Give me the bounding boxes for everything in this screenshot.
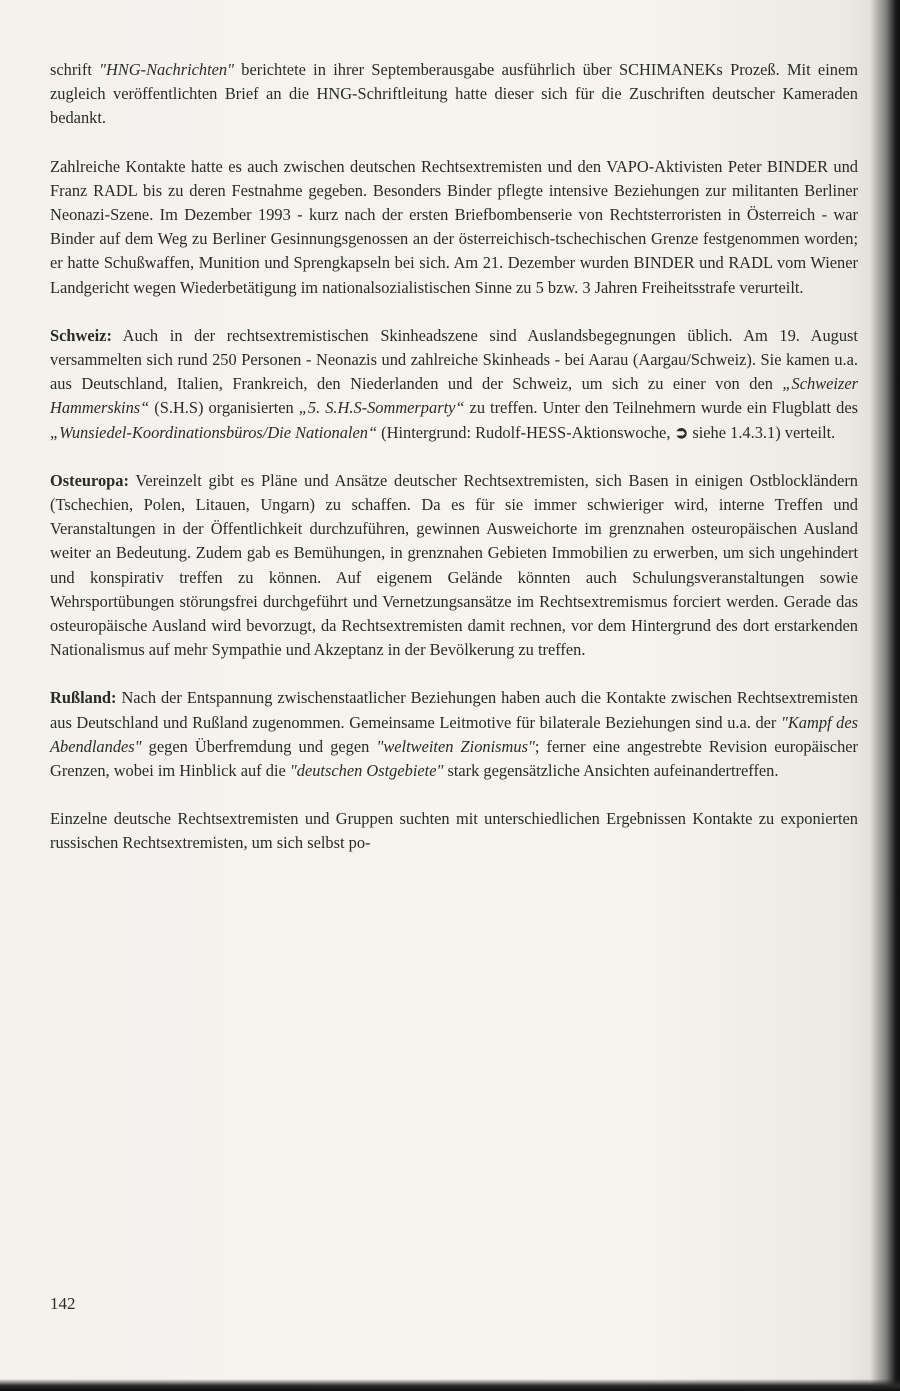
text-span: berichtete in ihrer Septemberausgabe ausführlich über SCHIMANEKs Prozeß. Mit einem zugleich veröffentlichten Brief an die HNG-Schriftleitung hatte dieser sich für die Zuschriften deutscher Kameraden bedankt.: [50, 60, 858, 128]
text-span: zu treffen. Unter den Teilnehmern wurde ein Flugblatt des: [464, 398, 858, 418]
text-span: siehe 1.4.3.1) verteilt.: [688, 422, 836, 442]
section-lead-schweiz: Schweiz:: [50, 325, 112, 345]
italic-title: "HNG-Nachrichten": [99, 60, 235, 79]
section-lead-osteuropa: Osteuropa:: [50, 470, 129, 490]
paragraph-russland: [50, 686, 858, 783]
text-span: Nach der Entspannung zwischenstaatlicher Beziehungen haben auch die Kontakte zwischen Rechtsextremisten aus Deutschland und Rußland zugenommen. Gemeinsame Leitmotive für bilaterale Beziehungen sind u.a. der: [50, 688, 858, 732]
paragraph-einzelne: Einzelne deutsche Rechtsextremisten und Gruppen suchten mit unterschiedlichen Ergebnissen Kontakte zu exponierten russischen Rechtsextremisten, um sich selbst po-: [50, 809, 858, 853]
text-span: (Hintergrund: Rudolf-HESS-Aktionswoche,: [377, 422, 675, 442]
text-span: stark gegensätzliche Ansichten aufeinandertreffen.: [443, 761, 779, 781]
paragraph-vapo: Zahlreiche Kontakte hatte es auch zwischen deutschen Rechtsextremisten und den VAPO-Aktivisten Peter BINDER und Franz RADL bis zu deren Festnahme gegeben. Besonders Binder pflegte intensive Beziehungen zur militanten Berliner Neonazi-Szene. Im Dezember 1993 - kurz nach der ersten Briefbombenserie von Rechtsterroristen in Österreich - war Binder auf dem Weg zu Berliner Gesinnungsgenossen an der österreichisch-tschechischen Grenze festgenommen worden; er hatte Schußwaffen, Munition und Sprengkapseln bei sich. Am 21. Dezember wurden BINDER und RADL vom Wiener Landgericht wegen Wiederbetätigung im nationalsozialistischen Sinne zu 5 bzw. 3 Jahren Freiheitsstrafe verurteilt.: [50, 156, 858, 297]
bottom-edge-shadow: [0, 1379, 900, 1391]
section-lead-russland: Rußland:: [50, 688, 117, 708]
text-span: gegen Überfremdung und gegen: [141, 736, 377, 756]
text-span: schrift: [50, 60, 100, 79]
arrow-icon: ➲: [674, 422, 689, 442]
text-span: Vereinzelt gibt es Pläne und Ansätze deutscher Rechtsextremisten, sich Basen in einigen Ostblockländern (Tschechien, Polen, Litauen, Ungarn) zu schaffen. Da es für sie immer schwieriger wird, interne Treffen und Veranstaltungen in der Öffentlichkeit durchzuführen, gewinnen Ausweichorte im grenznahen osteuropäischen Ausland weiter an Bedeutung. Zudem gab es Bemühungen, in grenznahen Gebieten Immobilien zu erwerben, um sich ungehindert und konspirativ treffen zu können. Auf eigenem Gelände könnten auch Schulungsveranstaltungen sowie Wehrsportübungen störungsfrei durchgeführt und Vernetzungsansätze im Rechtsextremismus forciert werden. Gerade das osteuropäische Ausland wird bevorzugt, da Rechtsextremisten damit rechnen, vor dem Hintergrund des dort erstarkenden Nationalismus auf mehr Sympathie und Akzeptanz in der Bevölkerung zu treffen.: [50, 470, 858, 660]
italic-title: "weltweiten Zionismus": [376, 736, 535, 756]
text-span: ; ferner eine angestrebte Revision europäischer Grenzen, wobei im Hinblick auf die: [50, 736, 858, 781]
italic-title: "deutschen Ostgebiete": [289, 761, 444, 781]
text-span: (S.H.S) organisierten: [149, 398, 299, 418]
italic-title: „Schweizer Hammerskins“: [50, 374, 858, 418]
binding-shadow: [870, 0, 900, 1391]
body-text: [50, 58, 858, 880]
paragraph-hng: [50, 58, 858, 131]
italic-title: „5. S.H.S-Sommerparty“: [298, 398, 465, 418]
italic-title: "Kampf des Abendlandes": [50, 712, 858, 756]
page-number: 142: [50, 1294, 76, 1313]
paragraph-schweiz: [50, 324, 858, 445]
italic-title: „Wunsiedel-Koordinationsbüros/Die Nationalen“: [50, 422, 378, 442]
paragraph-osteuropa: [50, 469, 858, 663]
text-span: Auch in der rechtsextremistischen Skinheadszene sind Auslandsbegegnungen üblich. Am 19. August versammelten sich rund 250 Personen - Neonazis und zahlreiche Skinheads - bei Aarau (Aargau/Schweiz). Sie kamen u.a. aus Deutschland, Italien, Frankreich, den Niederlanden und der Schweiz, um sich zu einer von den: [50, 325, 858, 394]
